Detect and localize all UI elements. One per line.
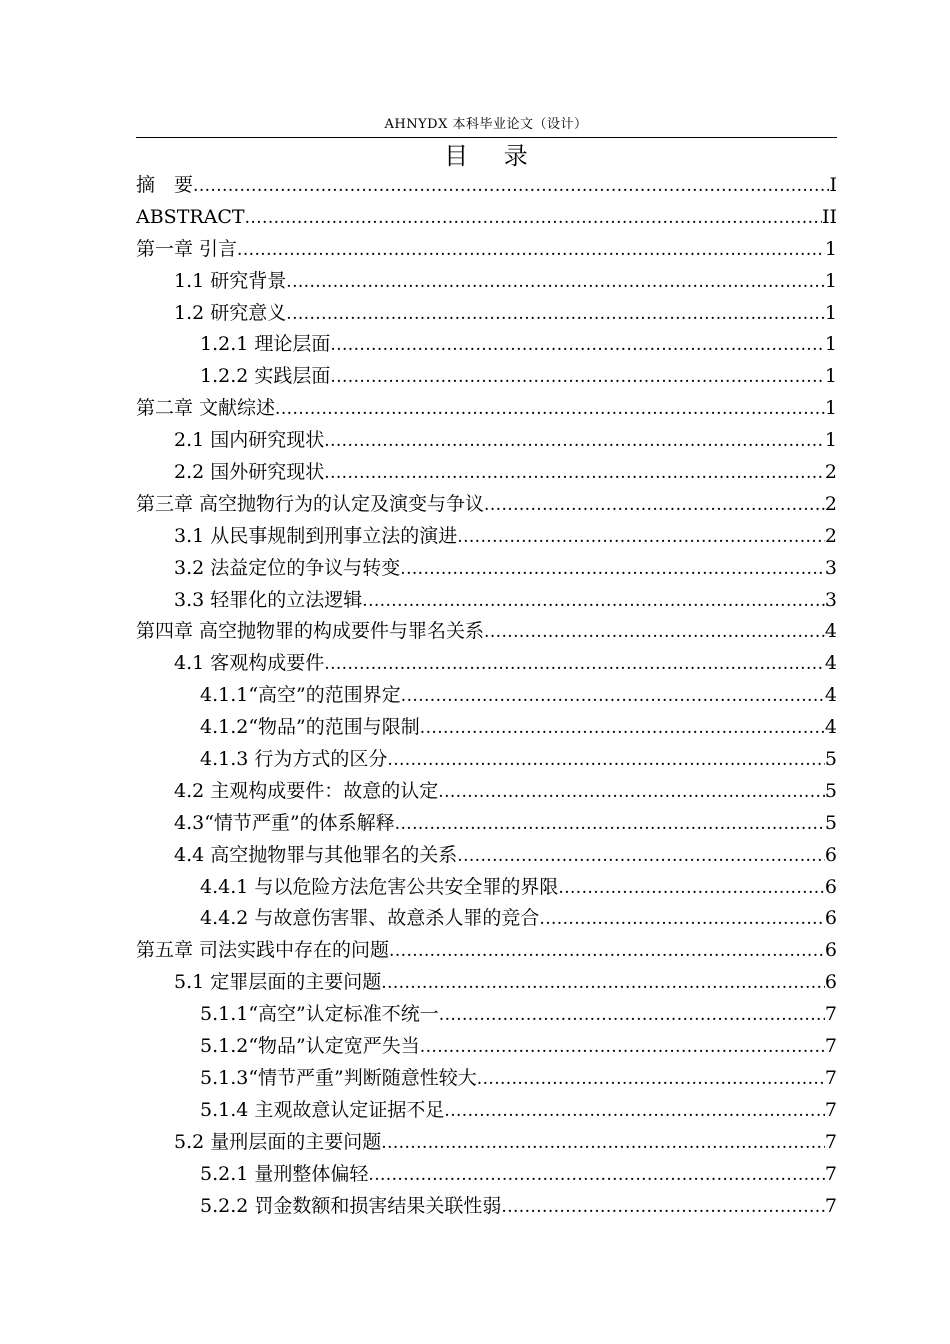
toc-dot-leader	[381, 1128, 825, 1160]
toc-entry-title: 摘 要	[136, 174, 194, 196]
toc-page-number: 6	[824, 875, 837, 898]
toc-page-number: 6	[824, 939, 837, 962]
toc-dot-leader	[362, 586, 825, 618]
toc-dot-leader	[368, 1160, 825, 1192]
toc-dot-leader	[539, 904, 825, 936]
toc-entry[interactable]	[136, 457, 837, 489]
header-rule	[136, 137, 837, 138]
toc-dot-leader	[401, 681, 825, 713]
toc-entry-title: 4.2 主观构成要件：故意的认定	[174, 779, 439, 802]
toc-entry-title: 3.3 轻罪化的立法逻辑	[174, 588, 363, 611]
toc-page-number: 1	[824, 365, 837, 388]
toc-dot-leader	[444, 1096, 825, 1128]
toc-page-number: 2	[824, 461, 837, 484]
toc-title: 目 录	[444, 142, 542, 170]
toc-page-number: 7	[824, 1003, 837, 1026]
toc-page-number: 2	[824, 524, 837, 547]
toc-entry-title: 4.4.2 与故意伤害罪、故意杀人罪的竞合	[200, 907, 540, 930]
toc-page-number: II	[821, 205, 837, 228]
toc-dot-leader	[387, 745, 825, 777]
toc-entry[interactable]	[136, 1159, 837, 1191]
toc-entry[interactable]	[136, 1095, 837, 1127]
toc-entry-title: 5.2.1 量刑整体偏轻	[200, 1162, 369, 1185]
toc-page-number: 7	[824, 1098, 837, 1121]
toc-entry[interactable]	[136, 298, 837, 330]
toc-entry[interactable]	[136, 616, 837, 648]
toc-entry[interactable]	[136, 999, 837, 1031]
toc-entry-title: 5.2.2 罚金数额和损害结果关联性弱	[200, 1194, 502, 1217]
toc-page-number: 2	[824, 492, 837, 515]
toc-page-number: 1	[824, 237, 837, 260]
toc-entry[interactable]	[136, 808, 837, 840]
toc-entry[interactable]	[136, 935, 837, 967]
toc-dot-leader	[395, 809, 825, 841]
toc-page-number: 1	[824, 333, 837, 356]
toc-page-number: 3	[824, 588, 837, 611]
toc-dot-leader	[330, 362, 825, 394]
toc-entry[interactable]	[136, 361, 837, 393]
toc-dot-leader	[558, 873, 825, 905]
toc-entry[interactable]	[136, 521, 837, 553]
toc-entry[interactable]	[136, 776, 837, 808]
toc-entry-title: 第三章 高空抛物行为的认定及演变与争议	[136, 492, 485, 515]
toc-dot-leader	[275, 394, 825, 426]
toc-dot-leader	[193, 171, 829, 203]
toc-page-number: 4	[824, 620, 837, 643]
toc-entry-title: 4.1.2“物品”的范围与限制	[200, 716, 420, 739]
toc-entry[interactable]	[136, 1191, 837, 1223]
toc-dot-leader	[324, 649, 825, 681]
toc-entry[interactable]	[136, 967, 837, 999]
toc-dot-leader	[420, 1032, 825, 1064]
toc-dot-leader	[501, 1192, 825, 1224]
toc-entry-title: 5.1.3“情节严重”判断随意性较大	[200, 1066, 477, 1089]
toc-dot-leader	[324, 458, 825, 490]
toc-page-number: 5	[824, 779, 837, 802]
toc-dot-leader	[286, 267, 825, 299]
toc-entry-title: 1.2 研究意义	[174, 301, 287, 324]
toc-page-number: 4	[824, 652, 837, 675]
toc-page-number: 7	[824, 1066, 837, 1089]
toc-entry[interactable]	[136, 872, 837, 904]
toc-entry-title: 5.1.4 主观故意认定证据不足	[200, 1098, 445, 1121]
toc-entry[interactable]	[136, 585, 837, 617]
toc-entry[interactable]	[136, 425, 837, 457]
toc-entry[interactable]	[136, 648, 837, 680]
toc-dot-leader	[457, 522, 825, 554]
toc-entry-title: 4.4.1 与以危险方法危害公共安全罪的界限	[200, 875, 559, 898]
toc-entry-title: 5.1 定罪层面的主要问题	[174, 971, 382, 994]
toc-entry[interactable]	[136, 1063, 837, 1095]
toc-dot-leader	[484, 617, 825, 649]
toc-entry-title: 5.2 量刑层面的主要问题	[174, 1130, 382, 1153]
toc-entry-title: 3.1 从民事规制到刑事立法的演进	[174, 524, 458, 547]
toc-entry-title: 第二章 文献综述	[136, 397, 276, 420]
toc-entry-title: 第四章 高空抛物罪的构成要件与罪名关系	[136, 620, 485, 643]
table-of-contents	[136, 170, 837, 1222]
toc-dot-leader	[420, 713, 825, 745]
toc-dot-leader	[438, 777, 825, 809]
toc-entry[interactable]	[136, 202, 837, 234]
toc-page-number: 5	[824, 748, 837, 771]
toc-dot-leader	[324, 426, 825, 458]
toc-dot-leader	[286, 299, 825, 331]
toc-dot-leader	[245, 203, 822, 235]
toc-dot-leader	[237, 235, 825, 267]
toc-dot-leader	[381, 968, 825, 1000]
toc-entry-title: 1.2.2 实践层面	[200, 365, 331, 388]
toc-entry-title: 4.3“情节严重”的体系解释	[174, 811, 395, 834]
toc-entry[interactable]	[136, 393, 837, 425]
toc-page-number: 6	[824, 843, 837, 866]
toc-page-number: 6	[824, 971, 837, 994]
toc-entry[interactable]	[136, 744, 837, 776]
toc-page-number: 7	[824, 1035, 837, 1058]
toc-dot-leader	[389, 936, 825, 968]
toc-dot-leader	[439, 1000, 825, 1032]
toc-page-number: I	[829, 174, 837, 196]
toc-entry[interactable]	[136, 1031, 837, 1063]
toc-page-number: 7	[824, 1194, 837, 1217]
toc-entry-title: 4.1.1“高空”的范围界定	[200, 684, 401, 707]
toc-dot-leader	[330, 330, 825, 362]
toc-entry[interactable]	[136, 1127, 837, 1159]
toc-entry[interactable]	[136, 680, 837, 712]
toc-entry-title: ABSTRACT	[136, 205, 245, 228]
toc-page-number: 6	[824, 907, 837, 930]
toc-entry-title: 1.2.1 理论层面	[200, 333, 331, 356]
toc-page-number: 3	[824, 556, 837, 579]
toc-dot-leader	[477, 1064, 825, 1096]
toc-page-number: 1	[824, 301, 837, 324]
toc-entry-title: 2.1 国内研究现状	[174, 429, 325, 452]
toc-entry[interactable]	[136, 234, 837, 266]
toc-page-number: 4	[824, 684, 837, 707]
toc-page-number: 7	[824, 1130, 837, 1153]
toc-entry[interactable]	[136, 553, 837, 585]
toc-entry-title: 4.4 高空抛物罪与其他罪名的关系	[174, 843, 458, 866]
toc-page-number: 1	[824, 397, 837, 420]
toc-entry-title: 第一章 引言	[136, 237, 238, 260]
toc-page-number: 4	[824, 716, 837, 739]
toc-page-number: 7	[824, 1162, 837, 1185]
toc-entry[interactable]	[136, 840, 837, 872]
page-header: AHNYDX 本科毕业论文（设计）	[384, 117, 588, 132]
toc-entry[interactable]	[136, 712, 837, 744]
toc-entry-title: 5.1.1“高空”认定标准不统一	[200, 1003, 439, 1026]
toc-entry[interactable]	[136, 329, 837, 361]
toc-page-number: 1	[824, 429, 837, 452]
toc-entry[interactable]	[136, 489, 837, 521]
toc-dot-leader	[400, 554, 825, 586]
toc-entry[interactable]	[136, 170, 837, 202]
toc-page-number: 5	[824, 811, 837, 834]
toc-entry-title: 2.2 国外研究现状	[174, 461, 325, 484]
toc-entry-title: 3.2 法益定位的争议与转变	[174, 556, 401, 579]
toc-dot-leader	[457, 841, 825, 873]
toc-entry-title: 5.1.2“物品”认定宽严失当	[200, 1035, 420, 1058]
toc-entry-title: 4.1.3 行为方式的区分	[200, 748, 388, 771]
toc-dot-leader	[484, 490, 825, 522]
toc-entry[interactable]	[136, 266, 837, 298]
toc-entry-title: 4.1 客观构成要件	[174, 652, 325, 675]
toc-page-number: 1	[824, 269, 837, 292]
toc-entry[interactable]	[136, 903, 837, 935]
toc-entry-title: 1.1 研究背景	[174, 269, 287, 292]
toc-entry-title: 第五章 司法实践中存在的问题	[136, 939, 390, 962]
